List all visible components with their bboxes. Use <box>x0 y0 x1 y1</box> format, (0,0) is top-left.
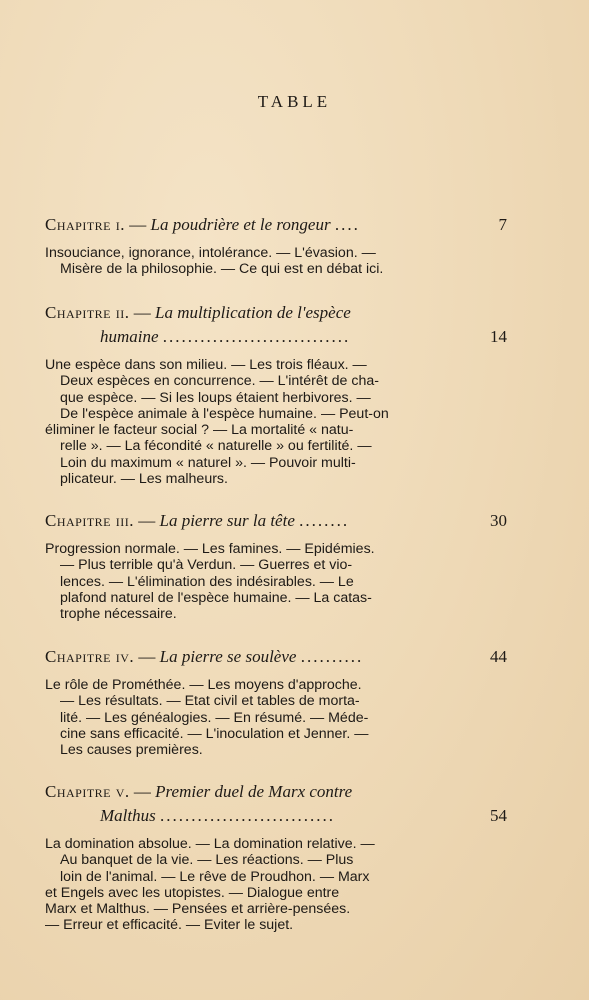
dot-leader: .... <box>334 215 360 234</box>
chapter-title: La pierre se soulève <box>159 647 297 666</box>
summary-line: loin de l'animal. — Le rêve de Proudhon. — Marx <box>60 868 370 885</box>
summary-line: lité. — Les généalogies. — En résumé. — Méde- <box>60 709 369 726</box>
chapter-number: Chapitre iv. <box>45 647 135 666</box>
dot-leader: ........ <box>299 511 350 530</box>
summary-line: La domination absolue. — La domination relative. — <box>45 836 375 852</box>
summary-line: Au banquet de la vie. — Les réactions. — Plus <box>60 852 354 869</box>
page-number: 14 <box>490 327 507 346</box>
summary-line: cine sans efficacité. — L'inoculation et Jenner. — <box>60 725 369 742</box>
chapter-title: Premier duel de Marx contre <box>155 782 353 801</box>
chapter-summary <box>45 357 507 487</box>
chapter-heading <box>45 301 507 325</box>
page-number: 44 <box>490 647 507 666</box>
summary-line: lences. — L'élimination des indésirables. — Le <box>60 573 354 590</box>
summary-line: plicateur. — Les malheurs. <box>60 471 228 488</box>
page-number: 30 <box>490 511 507 530</box>
summary-line: Misère de la philosophie. — Ce qui est en débat ici. <box>60 261 384 278</box>
dash: — <box>133 782 151 801</box>
dash: — <box>138 647 156 666</box>
dash: — <box>129 215 147 234</box>
page-title: TABLE <box>257 92 332 111</box>
chapter-number: Chapitre ii. <box>45 303 130 322</box>
chapter-4 <box>45 645 507 758</box>
summary-line: Insouciance, ignorance, intolérance. — L'évasion. — <box>45 245 376 261</box>
chapter-heading <box>45 213 507 237</box>
chapter-summary <box>45 541 507 622</box>
summary-line: Progression normale. — Les famines. — Epidémies. <box>45 541 375 557</box>
chapter-title: La poudrière et le rongeur <box>150 215 331 234</box>
page-number: 54 <box>490 806 507 825</box>
chapter-heading <box>45 509 507 533</box>
dot-leader: .......... <box>300 647 364 666</box>
summary-line: Marx et Malthus. — Pensées et arrière-pensées. <box>45 901 351 918</box>
chapter-5 <box>45 780 507 934</box>
summary-line: Les causes premières. <box>60 742 203 759</box>
summary-line: plafond naturel de l'espèce humaine. — La catas- <box>60 589 372 606</box>
summary-line: relle ». — La fécondité « naturelle » ou fertilité. — <box>60 438 372 455</box>
chapter-summary <box>45 677 507 758</box>
chapter-title-continued: humaine <box>100 327 159 346</box>
summary-line: Deux espèces en concurrence. — L'intérêt de cha- <box>60 373 379 390</box>
summary-line: Loin du maximum « naturel ». — Pouvoir multi- <box>60 454 356 471</box>
summary-line: De l'espèce animale à l'espèce humaine. — Peut-on <box>60 405 389 422</box>
dot-leader: .............................. <box>162 327 351 346</box>
dash: — <box>138 511 156 530</box>
summary-line: éliminer le facteur social ? — La mortalité « natu- <box>45 422 354 439</box>
chapter-heading <box>45 780 507 804</box>
summary-line: et Engels avec les utopistes. — Dialogue entre <box>45 884 340 901</box>
chapter-number: Chapitre i. <box>45 215 126 234</box>
dash: — <box>133 303 151 322</box>
chapter-3 <box>45 509 507 622</box>
summary-line: Le rôle de Prométhée. — Les moyens d'approche. <box>45 677 362 693</box>
chapter-heading <box>45 645 507 669</box>
chapter-1 <box>45 213 507 278</box>
chapter-title: La multiplication de l'espèce <box>155 303 351 322</box>
summary-line: — Erreur et efficacité. — Eviter le sujet. <box>45 917 294 934</box>
chapter-title: La pierre sur la tête <box>159 511 295 530</box>
chapter-summary <box>45 245 507 278</box>
summary-line: — Les résultats. — Etat civil et tables de morta- <box>60 693 360 710</box>
chapter-number: Chapitre v. <box>45 782 130 801</box>
chapter-heading-continued <box>45 804 507 828</box>
page-number: 7 <box>498 215 507 234</box>
summary-line: — Plus terrible qu'à Verdun. — Guerres et vio- <box>60 557 353 574</box>
chapter-title-continued: Malthus <box>100 806 156 825</box>
dot-leader: ............................ <box>159 806 335 825</box>
chapter-2 <box>45 301 507 487</box>
summary-line: Une espèce dans son milieu. — Les trois fléaux. — <box>45 357 367 373</box>
chapter-number: Chapitre iii. <box>45 511 134 530</box>
summary-line: trophe nécessaire. <box>60 606 177 623</box>
chapter-heading-continued <box>45 325 507 349</box>
summary-line: que espèce. — Si les loups étaient herbivores. — <box>60 389 371 406</box>
chapter-summary <box>45 836 507 934</box>
